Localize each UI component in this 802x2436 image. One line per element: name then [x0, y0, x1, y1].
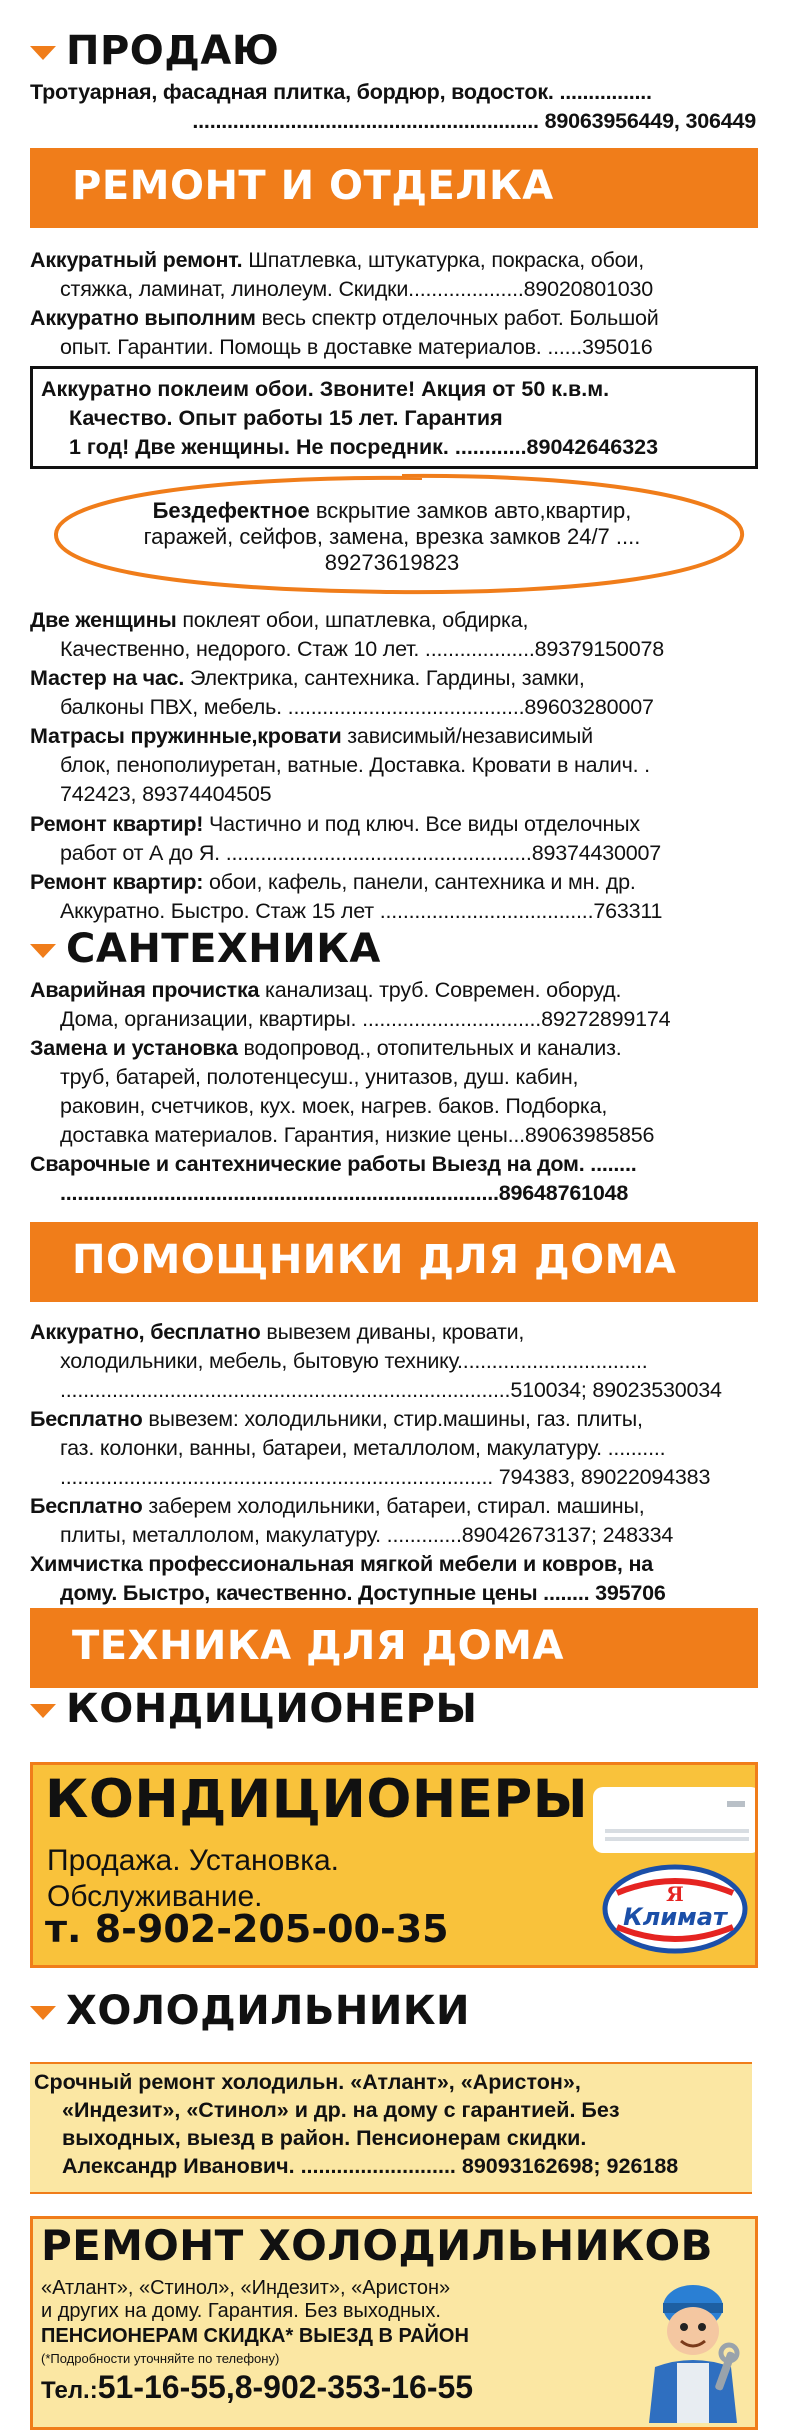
listing-text: холодильники, мебель, бытовую технику................................. [60, 1349, 648, 1373]
listing-lead: Сварочные и сантехнические работы Выезд на дом. ........ [30, 1152, 637, 1176]
ad-line: Обслуживание. [47, 1880, 263, 1913]
banner-text: ПОМОЩНИКИ ДЛЯ ДОМА [72, 1237, 677, 1283]
listing-text: водопровод., отопительных и канализ. [237, 1036, 622, 1060]
listing-text: блок, пенополиуретан, ватные. Доставка. Кровати в налич. . [60, 753, 650, 777]
ad-subtitle [47, 1843, 339, 1915]
listing-lead: Аварийная прочистка [30, 978, 260, 1002]
listing-lead: Бесплатно [30, 1494, 143, 1518]
listing-contact: плиты, металлолом, макулатуру. .............89042673137; 248334 [60, 1523, 674, 1547]
oval-lead: Бездефектное [152, 498, 310, 523]
section-banner-remont [30, 148, 758, 228]
ad-line: Продажа. Установка. [47, 1844, 340, 1877]
listing-text: Электрика, сантехника. Гардины, замки, [184, 666, 585, 690]
ad-phone: т. 8-902-205-00-35 [45, 1907, 449, 1951]
oval-highlight-listing [42, 470, 742, 598]
heading-text: ХОЛОДИЛЬНИКИ [66, 1988, 471, 2034]
listing-contact: Дома, организации, квартиры. ...............................89272899174 [60, 1007, 671, 1031]
ad-line: выходных, выезд в район. Пенсионерам скидки. [62, 2126, 587, 2150]
listing-contact: ............................................................................89648761048 [60, 1181, 629, 1205]
svg-text:Я: Я [666, 1882, 684, 1906]
section-banner-tehnika [30, 1608, 758, 1688]
listing-contact: доставка материалов. Гарантия, низкие цены...89063985856 [60, 1123, 655, 1147]
ad-line: и других на дому. Гарантия. Без выходных. [41, 2300, 441, 2322]
boxed-line: 1 год! Две женщины. Не посредник. ............89042646323 [69, 435, 659, 459]
section-heading-kondicionery [30, 1686, 477, 1732]
listing-contact: ........................................................................... 794383, 89022094383 [60, 1465, 711, 1489]
ad-line: «Атлант», «Стинол», «Индезит», «Аристон» [41, 2277, 451, 2299]
ad-kondicionery [30, 1762, 758, 1968]
ad-remont-holodilnikov-text [30, 2062, 752, 2194]
listing-item [30, 1318, 756, 1405]
listing-item [30, 722, 756, 809]
listing-lead: Матрасы пружинные,кровати [30, 724, 342, 748]
triangle-marker-icon [30, 2006, 56, 2020]
boxed-line: Качество. Опыт работы 15 лет. Гарантия [69, 406, 503, 430]
listing-lead: Мастер на час. [30, 666, 185, 690]
listing-item [30, 810, 756, 868]
listing-text: обои, кафель, панели, сантехника и мн. др. [203, 870, 636, 894]
listing-item [30, 246, 756, 304]
listing-contact: опыт. Гарантии. Помощь в доставке материалов. ......395016 [60, 335, 653, 359]
listing-text: вывезем диваны, кровати, [260, 1320, 525, 1344]
ad-line: «Индезит», «Стинол» и др. на дому с гарантией. Без [62, 2098, 620, 2122]
listing-text: Частично и под ключ. Все виды отделочных [203, 812, 640, 836]
ad-line: ПЕНСИОНЕРАМ СКИДКА* ВЫЕЗД В РАЙОН [41, 2325, 469, 2347]
listing-lead: Аккуратно, бесплатно [30, 1320, 261, 1344]
ad-remont-holodilnikov [30, 2216, 758, 2430]
section-banner-pomoshniki [30, 1222, 758, 1302]
air-conditioner-icon [593, 1787, 758, 1853]
ad-title: РЕМОНТ ХОЛОДИЛЬНИКОВ [41, 2221, 713, 2270]
listing-item [30, 606, 756, 664]
ya-klimat-logo [601, 1863, 749, 1955]
listing-item [30, 304, 756, 362]
listing-item [30, 1150, 756, 1208]
oval-line: гаражей, сейфов, замена, врезка замков 24/7 .... [143, 524, 641, 549]
listing-contact: ............................................................ 89063956449, 306449 [192, 109, 756, 133]
listing-contact: ..............................................................................510034; 89023530034 [60, 1378, 722, 1402]
listing-item [30, 1034, 756, 1150]
listing-lead: Аккуратный ремонт. [30, 248, 243, 272]
section-heading-santehnika [30, 926, 381, 972]
listing-item [30, 1492, 756, 1550]
listing-contact: 742423, 89374404505 [60, 782, 272, 806]
listing-text: раковин, счетчиков, кух. моек, нагрев. баков. Подборка, [60, 1094, 608, 1118]
listing-text: зависимый/независимый [341, 724, 593, 748]
listing-text: труб, батарей, полотенцесуш., унитазов, душ. кабин, [60, 1065, 579, 1089]
svg-text:Климат: Климат [623, 1903, 727, 1931]
triangle-marker-icon [30, 1704, 56, 1718]
listing-lead: Химчистка профессиональная мягкой мебели и ковров, на [30, 1552, 653, 1576]
listing-text: весь спектр отделочных работ. Большой [255, 306, 659, 330]
oval-line: вскрытие замков авто,квартир, [309, 498, 632, 523]
section-heading-holodilniki [30, 1988, 470, 2034]
oval-phone: 89273619823 [324, 550, 460, 575]
listing-lead: Ремонт квартир: [30, 870, 204, 894]
heading-text: КОНДИЦИОНЕРЫ [66, 1686, 478, 1732]
listing-lead: Замена и установка [30, 1036, 238, 1060]
listing-contact: дому. Быстро, качественно. Доступные цены ........ 395706 [60, 1581, 666, 1605]
listing-text: поклеят обои, шпатлевка, обдирка, [176, 608, 529, 632]
listing-lead: Бесплатно [30, 1407, 143, 1431]
ad-title: КОНДИЦИОНЕРЫ [45, 1769, 589, 1830]
listing-text: канализац. труб. Современ. оборуд. [259, 978, 622, 1002]
listing-text: газ. колонки, ванны, батареи, металлолом, макулатуру. .......... [60, 1436, 666, 1460]
listing-contact: балконы ПВХ, мебель. .........................................89603280007 [60, 695, 654, 719]
listing-lead: Аккуратно выполним [30, 306, 256, 330]
listing-item [30, 868, 756, 926]
triangle-marker-icon [30, 944, 56, 958]
ad-phone [41, 2369, 473, 2406]
banner-text: ТЕХНИКА ДЛЯ ДОМА [72, 1623, 564, 1669]
triangle-marker-icon [30, 46, 56, 60]
listing-contact: работ от А до Я. .....................................................89374430007 [60, 841, 662, 865]
heading-text: ПРОДАЮ [66, 28, 280, 74]
repairman-icon [637, 2267, 749, 2423]
heading-text: САНТЕХНИКА [66, 926, 381, 972]
listing-text: Шпатлевка, штукатурка, покраска, обои, [242, 248, 644, 272]
listing-text: вывезем: холодильники, стир.машины, газ. плиты, [142, 1407, 643, 1431]
phone-number: 51-16-55,8-902-353-16-55 [97, 2369, 474, 2405]
listing-lead: Ремонт квартир! [30, 812, 204, 836]
listing-item [30, 976, 756, 1034]
listing-text: заберем холодильники, батареи, стирал. машины, [142, 1494, 645, 1518]
listing-contact: стяжка, ламинат, линолеум. Скидки....................89020801030 [60, 277, 653, 301]
listing-item [30, 78, 756, 136]
section-heading-prodayu [30, 28, 279, 74]
ad-line: Срочный ремонт холодильн. «Атлант», «Аристон», [34, 2070, 581, 2094]
banner-text: РЕМОНТ И ОТДЕЛКА [72, 163, 554, 209]
listing-item [30, 1405, 756, 1492]
listing-lead: Две женщины [30, 608, 177, 632]
oval-text [42, 498, 742, 576]
phone-prefix: Тел.: [41, 2377, 98, 2404]
boxed-listing [30, 366, 758, 469]
listing-text: Тротуарная, фасадная плитка, бордюр, водосток. ................ [30, 80, 652, 104]
listing-item [30, 1550, 756, 1608]
ad-body [41, 2277, 450, 2323]
listing-item [30, 664, 756, 722]
listing-contact: Качественно, недорого. Стаж 10 лет. ...................89379150078 [60, 637, 664, 661]
ad-line: Александр Иванович. .......................... 89093162698; 926188 [62, 2154, 679, 2178]
ad-note: (*Подробности уточняйте по телефону) [41, 2351, 280, 2366]
listing-contact: Аккуратно. Быстро. Стаж 15 лет .....................................763311 [60, 899, 663, 923]
boxed-line: Аккуратно поклеим обои. Звоните! Акция от 50 к.в.м. [41, 377, 610, 401]
